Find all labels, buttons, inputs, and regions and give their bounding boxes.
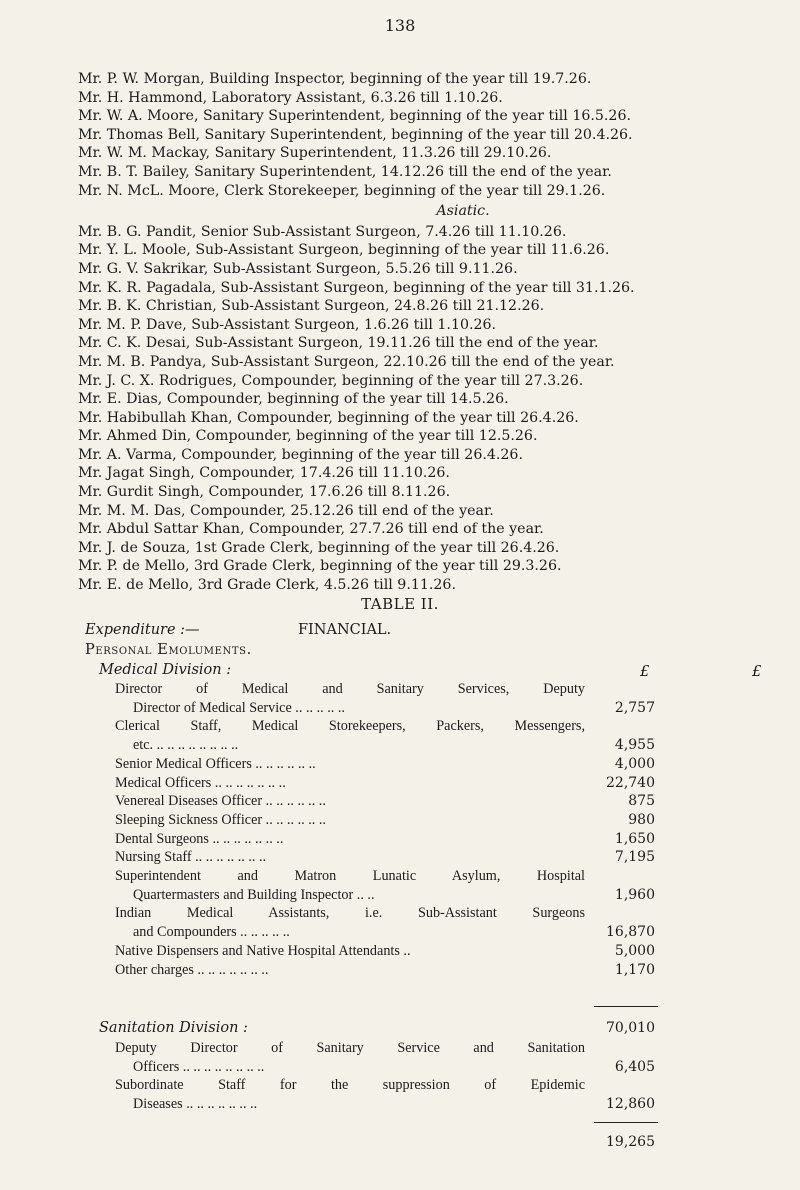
item-amount: 1,960 bbox=[614, 886, 655, 903]
staff-entry: Mr. Jagat Singh, Compounder, 17.4.26 till 11.10.26. bbox=[78, 465, 450, 482]
item-amount: 12,860 bbox=[606, 1096, 655, 1113]
item-label-cont: Quartermasters and Building Inspector .. .. bbox=[133, 886, 375, 903]
staff-entry: Mr. B. K. Christian, Sub-Assistant Surgeon, 24.8.26 till 21.12.26. bbox=[78, 298, 545, 315]
staff-entry: Mr. K. R. Pagadala, Sub-Assistant Surgeon, beginning of the year till 31.1.26. bbox=[78, 279, 635, 296]
item-label-cont: and Compounders .. .. .. .. .. bbox=[133, 924, 290, 941]
staff-entry: Mr. B. G. Pandit, Senior Sub-Assistant Surgeon, 7.4.26 till 11.10.26. bbox=[78, 223, 567, 240]
staff-entry: Mr. G. V. Sakrikar, Sub-Assistant Surgeon, 5.5.26 till 9.11.26. bbox=[78, 260, 518, 277]
staff-entry: Mr. Habibullah Khan, Compounder, beginning of the year till 26.4.26. bbox=[78, 409, 579, 426]
staff-entry: Mr. E. de Mello, 3rd Grade Clerk, 4.5.26 till 9.11.26. bbox=[78, 577, 456, 594]
expenditure-item bbox=[115, 848, 655, 867]
staff-entry: Mr. Ahmed Din, Compounder, beginning of the year till 12.5.26. bbox=[78, 428, 538, 445]
page-number: 138 bbox=[384, 16, 416, 35]
item-label-cont: etc. .. .. .. .. .. .. .. .. bbox=[133, 737, 239, 754]
staff-entry: Mr. J. C. X. Rodrigues, Compounder, beginning of the year till 27.3.26. bbox=[78, 372, 584, 389]
staff-entry: Mr. M. P. Dave, Sub-Assistant Surgeon, 1.6.26 till 1.10.26. bbox=[78, 316, 497, 333]
item-label: Deputy Director of Sanitary Service and Sanitation bbox=[115, 1040, 585, 1056]
table-title: TABLE II. bbox=[361, 595, 439, 613]
staff-list bbox=[78, 70, 768, 595]
item-label: Nursing Staff .. .. .. .. .. .. .. bbox=[115, 849, 267, 866]
item-amount: 6,405 bbox=[614, 1058, 655, 1075]
item-amount: 2,757 bbox=[614, 699, 655, 716]
staff-entry: Mr. E. Dias, Compounder, beginning of the year till 14.5.26. bbox=[78, 391, 509, 408]
expenditure-label: Expenditure :— bbox=[85, 622, 200, 638]
sanitation-division-total: 19,265 bbox=[606, 1134, 655, 1150]
staff-entry: Mr. Abdul Sattar Khan, Compounder, 27.7.26 till end of the year. bbox=[78, 521, 544, 538]
staff-entry: Mr. M. M. Das, Compounder, 25.12.26 till end of the year. bbox=[78, 502, 494, 519]
item-amount: 4,955 bbox=[614, 737, 655, 754]
pound-unit-col2: £ bbox=[752, 662, 762, 680]
sanitation-division-heading: Sanitation Division : bbox=[99, 1020, 248, 1036]
item-label: Superintendent and Matron Lunatic Asylum, Hospital bbox=[115, 868, 585, 885]
medical-division-items bbox=[115, 680, 655, 979]
staff-entry: Mr. C. K. Desai, Sub-Assistant Surgeon, 19.11.26 till the end of the year. bbox=[78, 335, 599, 352]
expenditure-item bbox=[115, 1039, 655, 1076]
medical-division-total: 70,010 bbox=[606, 1020, 655, 1036]
medical-division-heading: Medical Division : bbox=[99, 662, 232, 678]
staff-entry: Mr. Gurdit Singh, Compounder, 17.6.26 till 8.11.26. bbox=[78, 484, 451, 501]
item-label: Medical Officers .. .. .. .. .. .. .. bbox=[115, 774, 286, 791]
item-label: Venereal Diseases Officer .. .. .. .. .. .. bbox=[115, 793, 326, 810]
item-label-cont: Officers .. .. .. .. .. .. .. .. bbox=[133, 1058, 265, 1075]
item-label: Native Dispensers and Native Hospital Attendants .. bbox=[115, 942, 411, 959]
staff-entry: Mr. B. T. Bailey, Sanitary Superintendent, 14.12.26 till the end of the year. bbox=[78, 163, 612, 180]
item-label: Subordinate Staff for the suppression of Epidemic bbox=[115, 1077, 585, 1094]
item-amount: 4,000 bbox=[614, 755, 655, 772]
expenditure-item bbox=[115, 830, 655, 849]
pound-unit-col1: £ bbox=[640, 662, 650, 680]
item-label-cont: Director of Medical Service .. .. .. .. .. bbox=[133, 699, 345, 716]
expenditure-item bbox=[115, 792, 655, 811]
staff-entry: Mr. M. B. Pandya, Sub-Assistant Surgeon, 22.10.26 till the end of the year. bbox=[78, 353, 615, 370]
item-amount: 1,170 bbox=[614, 961, 655, 978]
item-label: Dental Surgeons .. .. .. .. .. .. .. bbox=[115, 830, 284, 847]
item-amount: 1,650 bbox=[614, 830, 655, 847]
expenditure-row bbox=[85, 622, 392, 638]
item-amount: 875 bbox=[628, 793, 655, 810]
staff-entry: Mr. P. de Mello, 3rd Grade Clerk, beginning of the year till 29.3.26. bbox=[78, 558, 562, 575]
staff-entry: Mr. W. A. Moore, Sanitary Superintendent, beginning of the year till 16.5.26. bbox=[78, 108, 631, 125]
expenditure-item bbox=[115, 811, 655, 830]
item-label: Sleeping Sickness Officer .. .. .. .. .. .. bbox=[115, 811, 326, 828]
item-amount: 16,870 bbox=[606, 924, 655, 941]
item-label: Clerical Staff, Medical Storekeepers, Packers, Messengers, bbox=[115, 718, 585, 735]
expenditure-item bbox=[115, 717, 655, 754]
staff-entry: Mr. N. McL. Moore, Clerk Storekeeper, beginning of the year till 29.1.26. bbox=[78, 182, 606, 199]
expenditure-item bbox=[115, 961, 655, 980]
expenditure-item bbox=[115, 1076, 655, 1113]
item-amount: 7,195 bbox=[614, 849, 655, 866]
item-label: Other charges .. .. .. .. .. .. .. bbox=[115, 961, 269, 978]
subtotal-rule bbox=[594, 1122, 658, 1123]
item-label: Director of Medical and Sanitary Services, Deputy bbox=[115, 681, 585, 697]
sanitation-division-items bbox=[115, 1039, 655, 1114]
staff-entry: Mr. Y. L. Moole, Sub-Assistant Surgeon, beginning of the year till 11.6.26. bbox=[78, 242, 610, 259]
expenditure-item bbox=[115, 755, 655, 774]
item-label-cont: Diseases .. .. .. .. .. .. .. bbox=[133, 1096, 258, 1113]
personal-emoluments-heading: Personal Emoluments. bbox=[85, 642, 252, 658]
expenditure-item bbox=[115, 904, 655, 941]
item-amount: 980 bbox=[628, 811, 655, 828]
expenditure-item bbox=[115, 680, 655, 717]
staff-entry: Mr. H. Hammond, Laboratory Assistant, 6.3.26 till 1.10.26. bbox=[78, 89, 503, 106]
item-amount: 5,000 bbox=[614, 942, 655, 959]
expenditure-item bbox=[115, 867, 655, 904]
staff-entry: Mr. J. de Souza, 1st Grade Clerk, beginning of the year till 26.4.26. bbox=[78, 539, 560, 556]
asiatic-heading: Asiatic. bbox=[436, 203, 490, 220]
staff-entry: Mr. A. Varma, Compounder, beginning of the year till 26.4.26. bbox=[78, 446, 523, 463]
financial-label: FINANCIAL. bbox=[298, 622, 392, 638]
item-label: Indian Medical Assistants, i.e. Sub-Assistant Surgeons bbox=[115, 905, 585, 922]
expenditure-item bbox=[115, 774, 655, 793]
expenditure-item bbox=[115, 942, 655, 961]
staff-entry: Mr. Thomas Bell, Sanitary Superintendent, beginning of the year till 20.4.26. bbox=[78, 126, 633, 143]
item-label: Senior Medical Officers .. .. .. .. .. .. bbox=[115, 755, 316, 772]
subtotal-rule bbox=[594, 1006, 658, 1007]
staff-entry: Mr. W. M. Mackay, Sanitary Superintendent, 11.3.26 till 29.10.26. bbox=[78, 145, 552, 162]
staff-entry: Mr. P. W. Morgan, Building Inspector, beginning of the year till 19.7.26. bbox=[78, 71, 592, 87]
item-amount: 22,740 bbox=[606, 774, 655, 791]
